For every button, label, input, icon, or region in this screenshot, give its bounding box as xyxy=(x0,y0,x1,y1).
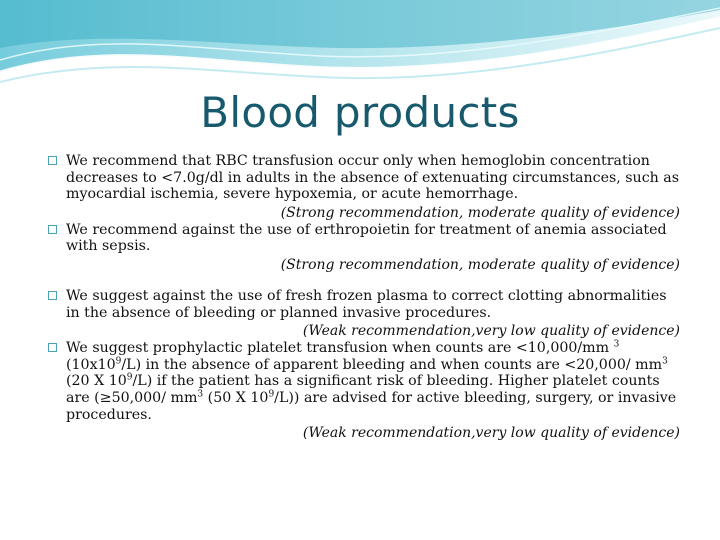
bullet-text: We recommend against the use of erthropoietin for treatment of anemia associated with sepsis. xyxy=(66,221,667,255)
bullet-text: We recommend that RBC transfusion occur only when hemoglobin concentration decreases to <7.0g/dl in adults in the absence of extenuating circumstances, such as myocardial ischemia, severe hypoxemia, or acute hemorrhage. xyxy=(66,153,680,203)
slide-title: Blood products xyxy=(200,88,520,137)
bullet-text: We suggest against the use of fresh frozen plasma to correct clotting abnormalities in the absence of bleeding or planned invasive procedures. xyxy=(66,287,667,321)
bullet-item-platelet-transfusion xyxy=(48,340,680,442)
square-bullet-icon xyxy=(48,225,57,234)
header-wave-decoration xyxy=(0,0,720,95)
bullet-item-fresh-frozen-plasma xyxy=(48,288,680,340)
evidence-citation: (Weak recommendation,very low quality of evidence) xyxy=(302,323,680,340)
square-bullet-icon xyxy=(48,156,57,165)
bullet-item-rbc-transfusion xyxy=(48,153,680,222)
evidence-citation: (Weak recommendation,very low quality of evidence) xyxy=(302,425,680,442)
bullet-list xyxy=(48,153,680,442)
square-bullet-icon xyxy=(48,291,57,300)
bullet-item-erythropoietin xyxy=(48,222,680,274)
evidence-citation: (Strong recommendation, moderate quality of evidence) xyxy=(280,256,680,273)
bullet-text: We suggest prophylactic platelet transfusion when counts are <10,000/mm $^3$ $(10x10^9/L)$ in the absence of apparent bleeding and when counts are <20,000/ $mm^3$ (20 X $10^9/L$) if the patient has a significant risk of bleeding. Higher platelet counts are (≥50,000/ $mm^3$ (50 X $10^9/L$)) are advised for active bleeding, surgery, or invasive procedures. xyxy=(66,339,677,423)
evidence-citation: (Strong recommendation, moderate quality of evidence) xyxy=(280,204,680,221)
square-bullet-icon xyxy=(48,343,57,352)
